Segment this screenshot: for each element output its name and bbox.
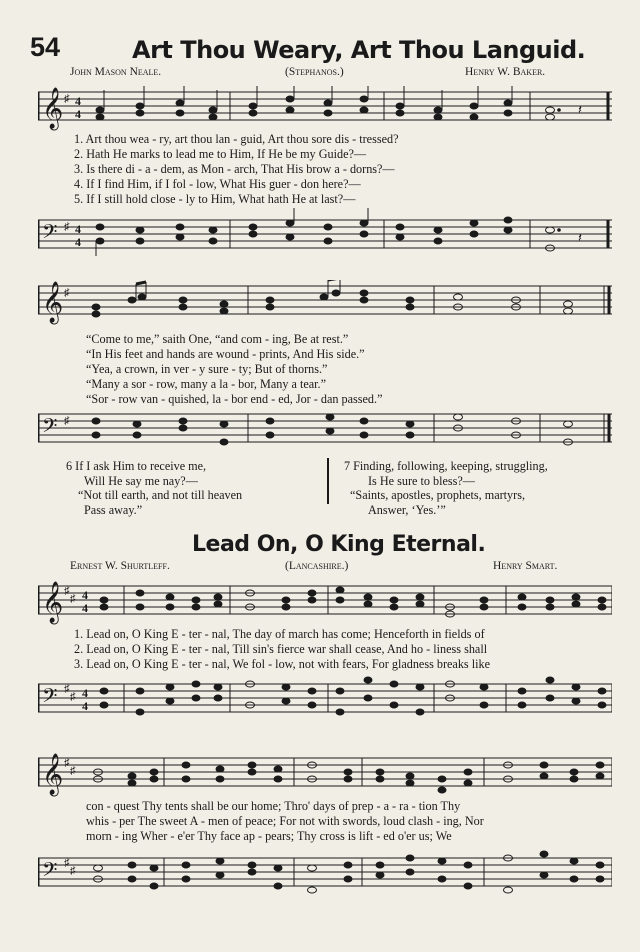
svg-text:♯: ♯ <box>64 287 70 299</box>
svg-text:𝄢: 𝄢 <box>42 860 58 886</box>
stanza-line: Answer, ‘Yes.’” <box>368 502 446 517</box>
hymn1-composer: Henry W. Baker. <box>465 66 546 78</box>
hymn2-tune: (Lancashire.) <box>285 560 349 572</box>
hymn1-refrain-line: “Come to me,” saith One, “and com - ing, Be at rest.” <box>86 332 349 346</box>
stanza-line: “Saints, apostles, prophets, martyrs, <box>350 488 525 502</box>
hymn2-treble-staff-1 <box>38 580 612 630</box>
svg-text:♯: ♯ <box>64 221 70 233</box>
svg-text:𝄢: 𝄢 <box>42 222 58 248</box>
svg-text:♯: ♯ <box>70 691 76 703</box>
stanza-7 <box>344 459 548 517</box>
hymn1-verse-5-line: 5. If I still hold close - ly to Him, What hath He at last?— <box>74 192 356 206</box>
svg-text:𝄞: 𝄞 <box>42 754 64 794</box>
page-number: 54 <box>30 32 61 62</box>
svg-text:♯: ♯ <box>64 683 70 695</box>
stanza-line: Will He say me nay?— <box>84 473 198 488</box>
hymn2-treble-staff-2 <box>38 752 612 802</box>
svg-text:𝄞: 𝄞 <box>42 88 64 129</box>
svg-text:♯: ♯ <box>70 593 76 605</box>
hymn2-bass-staff-2 <box>38 846 612 898</box>
hymn2-composer: Henry Smart. <box>493 560 558 572</box>
hymn2-verse-2-line: 2. Lead on, O King E - ter - nal, Till sin's fierce war shall cease, And ho - liness shall <box>74 642 488 656</box>
hymn2-title: Lead On, O King Eternal. <box>192 532 486 557</box>
stanza-divider <box>327 458 329 504</box>
hymn1-author: John Mason Neale. <box>70 66 162 78</box>
svg-text:♯: ♯ <box>70 865 76 877</box>
svg-text:4: 4 <box>75 94 81 108</box>
stanza-line: 6 If I ask Him to receive me, <box>66 459 207 473</box>
hymn1-verse-2-line: 2. Hath He marks to lead me to Him, If He be my Guide?— <box>74 147 367 161</box>
svg-text:♯: ♯ <box>64 415 70 427</box>
svg-text:4: 4 <box>82 588 88 602</box>
hymn2-author: Ernest W. Shurtleff. <box>70 560 170 572</box>
stanza-line: “Not till earth, and not till heaven <box>78 488 243 502</box>
hymn2-verse-1-line: 1. Lead on, O King E - ter - nal, The day of march has come; Henceforth in fields of <box>74 627 485 641</box>
hymn1-verse-3-line: 3. Is there di - a - dem, as Mon - arch, That His brow a - dorns?— <box>74 162 395 176</box>
hymn2-verse-2-cont-line: whis - per The sweet A - men of peace; For not with swords, loud clash - ing, Nor <box>86 814 484 828</box>
svg-text:𝄢: 𝄢 <box>42 416 58 442</box>
hymn1-refrain-line: “Yea, a crown, in ver - y sure - ty; But of thorns.” <box>86 362 328 376</box>
hymn1-title: Art Thou Weary, Art Thou Languid. <box>132 36 586 64</box>
svg-text:𝄢: 𝄢 <box>42 686 58 712</box>
svg-text:𝄽: 𝄽 <box>578 230 582 245</box>
svg-text:♯: ♯ <box>64 93 70 105</box>
stanza-line: 7 Finding, following, keeping, struggling, <box>344 459 548 473</box>
hymn2-verse-3-cont-line: morn - ing Wher - e'er Thy face ap - pears; Thy cross is lift - ed o'er us; We <box>86 829 452 843</box>
hymn2-verse-1-cont-line: con - quest Thy tents shall be our home; Thro' days of prep - a - ra - tion Thy <box>86 799 461 813</box>
svg-text:𝄞: 𝄞 <box>42 582 64 622</box>
hymn1-refrain-line: “Sor - row van - quished, la - bor end - ed, Jor - dan passed.” <box>86 392 383 406</box>
hymn2-verse-3-line: 3. Lead on, O King E - ter - nal, We fol - low, not with fears, For gladness breaks like <box>74 657 490 671</box>
svg-text:4: 4 <box>75 222 81 236</box>
hymn1-tune: (Stephanos.) <box>285 66 344 78</box>
hymn1-treble-staff-1 <box>38 86 612 136</box>
hymn1-verse-1-line: 1. Art thou wea - ry, art thou lan - guid, Art thou sore dis - tressed? <box>74 132 399 146</box>
stanza-line: Is He sure to bless?— <box>368 473 475 488</box>
svg-text:♯: ♯ <box>64 757 70 769</box>
svg-text:♯: ♯ <box>64 585 70 597</box>
stanza-6 <box>66 459 242 517</box>
hymn1-bass-staff-2 <box>38 402 612 452</box>
svg-text:4: 4 <box>75 107 81 121</box>
svg-text:♯: ♯ <box>70 765 76 777</box>
hymn1-refrain-line: “In His feet and hands are wound - prints, And His side.” <box>86 347 365 361</box>
hymn1-treble-staff-2 <box>38 280 612 330</box>
hymn1-refrain-line: “Many a sor - row, many a la - bor, Many a tear.” <box>86 377 327 391</box>
hymn2-bass-staff-1 <box>38 672 612 722</box>
svg-text:4: 4 <box>75 235 81 249</box>
svg-text:4: 4 <box>82 686 88 700</box>
svg-text:4: 4 <box>82 699 88 713</box>
svg-text:4: 4 <box>82 601 88 615</box>
stanza-line: Pass away.” <box>84 502 143 517</box>
hymn1-verse-4-line: 4. If I find Him, if I fol - low, What His guer - don here?— <box>74 177 361 191</box>
hymn1-bass-staff-1 <box>38 208 612 258</box>
svg-text:𝄞: 𝄞 <box>42 282 64 322</box>
svg-text:♯: ♯ <box>64 857 70 869</box>
svg-text:𝄽: 𝄽 <box>578 102 582 117</box>
